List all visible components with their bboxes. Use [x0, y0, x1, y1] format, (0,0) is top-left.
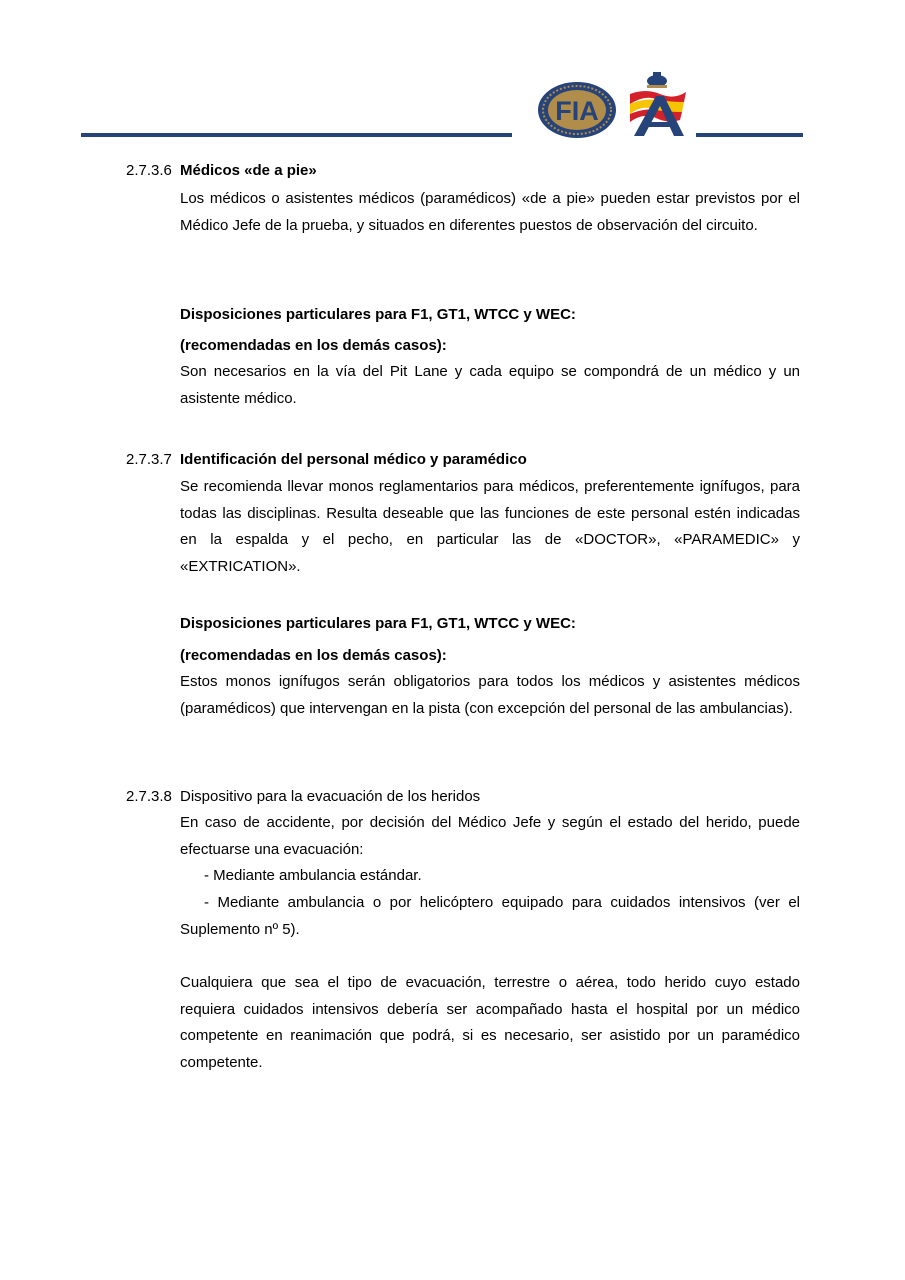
special-body: Son necesarios en la vía del Pit Lane y cada equipo se compondrá de un médico y un asistente médico. [180, 363, 800, 407]
header-rule-left [81, 133, 512, 137]
section-body: En caso de accidente, por decisión del Médico Jefe y según el estado del herido, puede efectuarse una evacuación: [180, 814, 800, 858]
section-title: Dispositivo para la evacuación de los heridos [180, 788, 481, 805]
section-title: Identificación del personal médico y paramédico [180, 451, 527, 468]
section-number: 2.7.3.7 [126, 451, 172, 468]
section-body: Se recomienda llevar monos reglamentarios para médicos, preferentemente ignífugos, para todas las disciplinas. Resulta deseable que las funciones de este personal estén indicadas en la espalda y el pecho, en particular las de «DOCTOR», «PARAMEDIC» y «EXTRICATION». [180, 478, 800, 575]
section-body: Los médicos o asistentes médicos (paramédicos) «de a pie» pueden estar previstos por el Médico Jefe de la prueba, y situados en diferentes puestos de observación del circuito. [180, 190, 800, 234]
rfea-logo [626, 70, 690, 138]
section-number: 2.7.3.6 [126, 162, 172, 179]
special-heading: Disposiciones particulares para F1, GT1, WTCC y WEC: [180, 615, 576, 632]
special-subheading: (recomendadas en los demás casos): [180, 337, 447, 354]
section-title: Médicos «de a pie» [180, 162, 317, 179]
special-subheading: (recomendadas en los demás casos): [180, 647, 447, 664]
section-number: 2.7.3.8 [126, 788, 172, 805]
list-item: - Mediante ambulancia estándar. [204, 867, 422, 884]
list-item: - Mediante ambulancia o por helicóptero equipado para cuidados intensivos (ver el Suplemento nº 5). [180, 894, 800, 938]
closing-paragraph: Cualquiera que sea el tipo de evacuación, terrestre o aérea, todo herido cuyo estado requiera cuidados intensivos debería ser acompañado hasta el hospital por un médico competente en reanimación que podrá, si es necesario, ser asistido por un paramédico competente. [180, 974, 800, 1071]
special-heading: Disposiciones particulares para F1, GT1, WTCC y WEC: [180, 306, 576, 323]
fia-logo-text: FIA [555, 96, 599, 126]
header-rule-right [696, 133, 803, 137]
special-body: Estos monos ignífugos serán obligatorios para todos los médicos y asistentes médicos (paramédicos) que intervengan en la pista (con excepción del personal de las ambulancias). [180, 673, 800, 717]
fia-logo [537, 81, 617, 139]
